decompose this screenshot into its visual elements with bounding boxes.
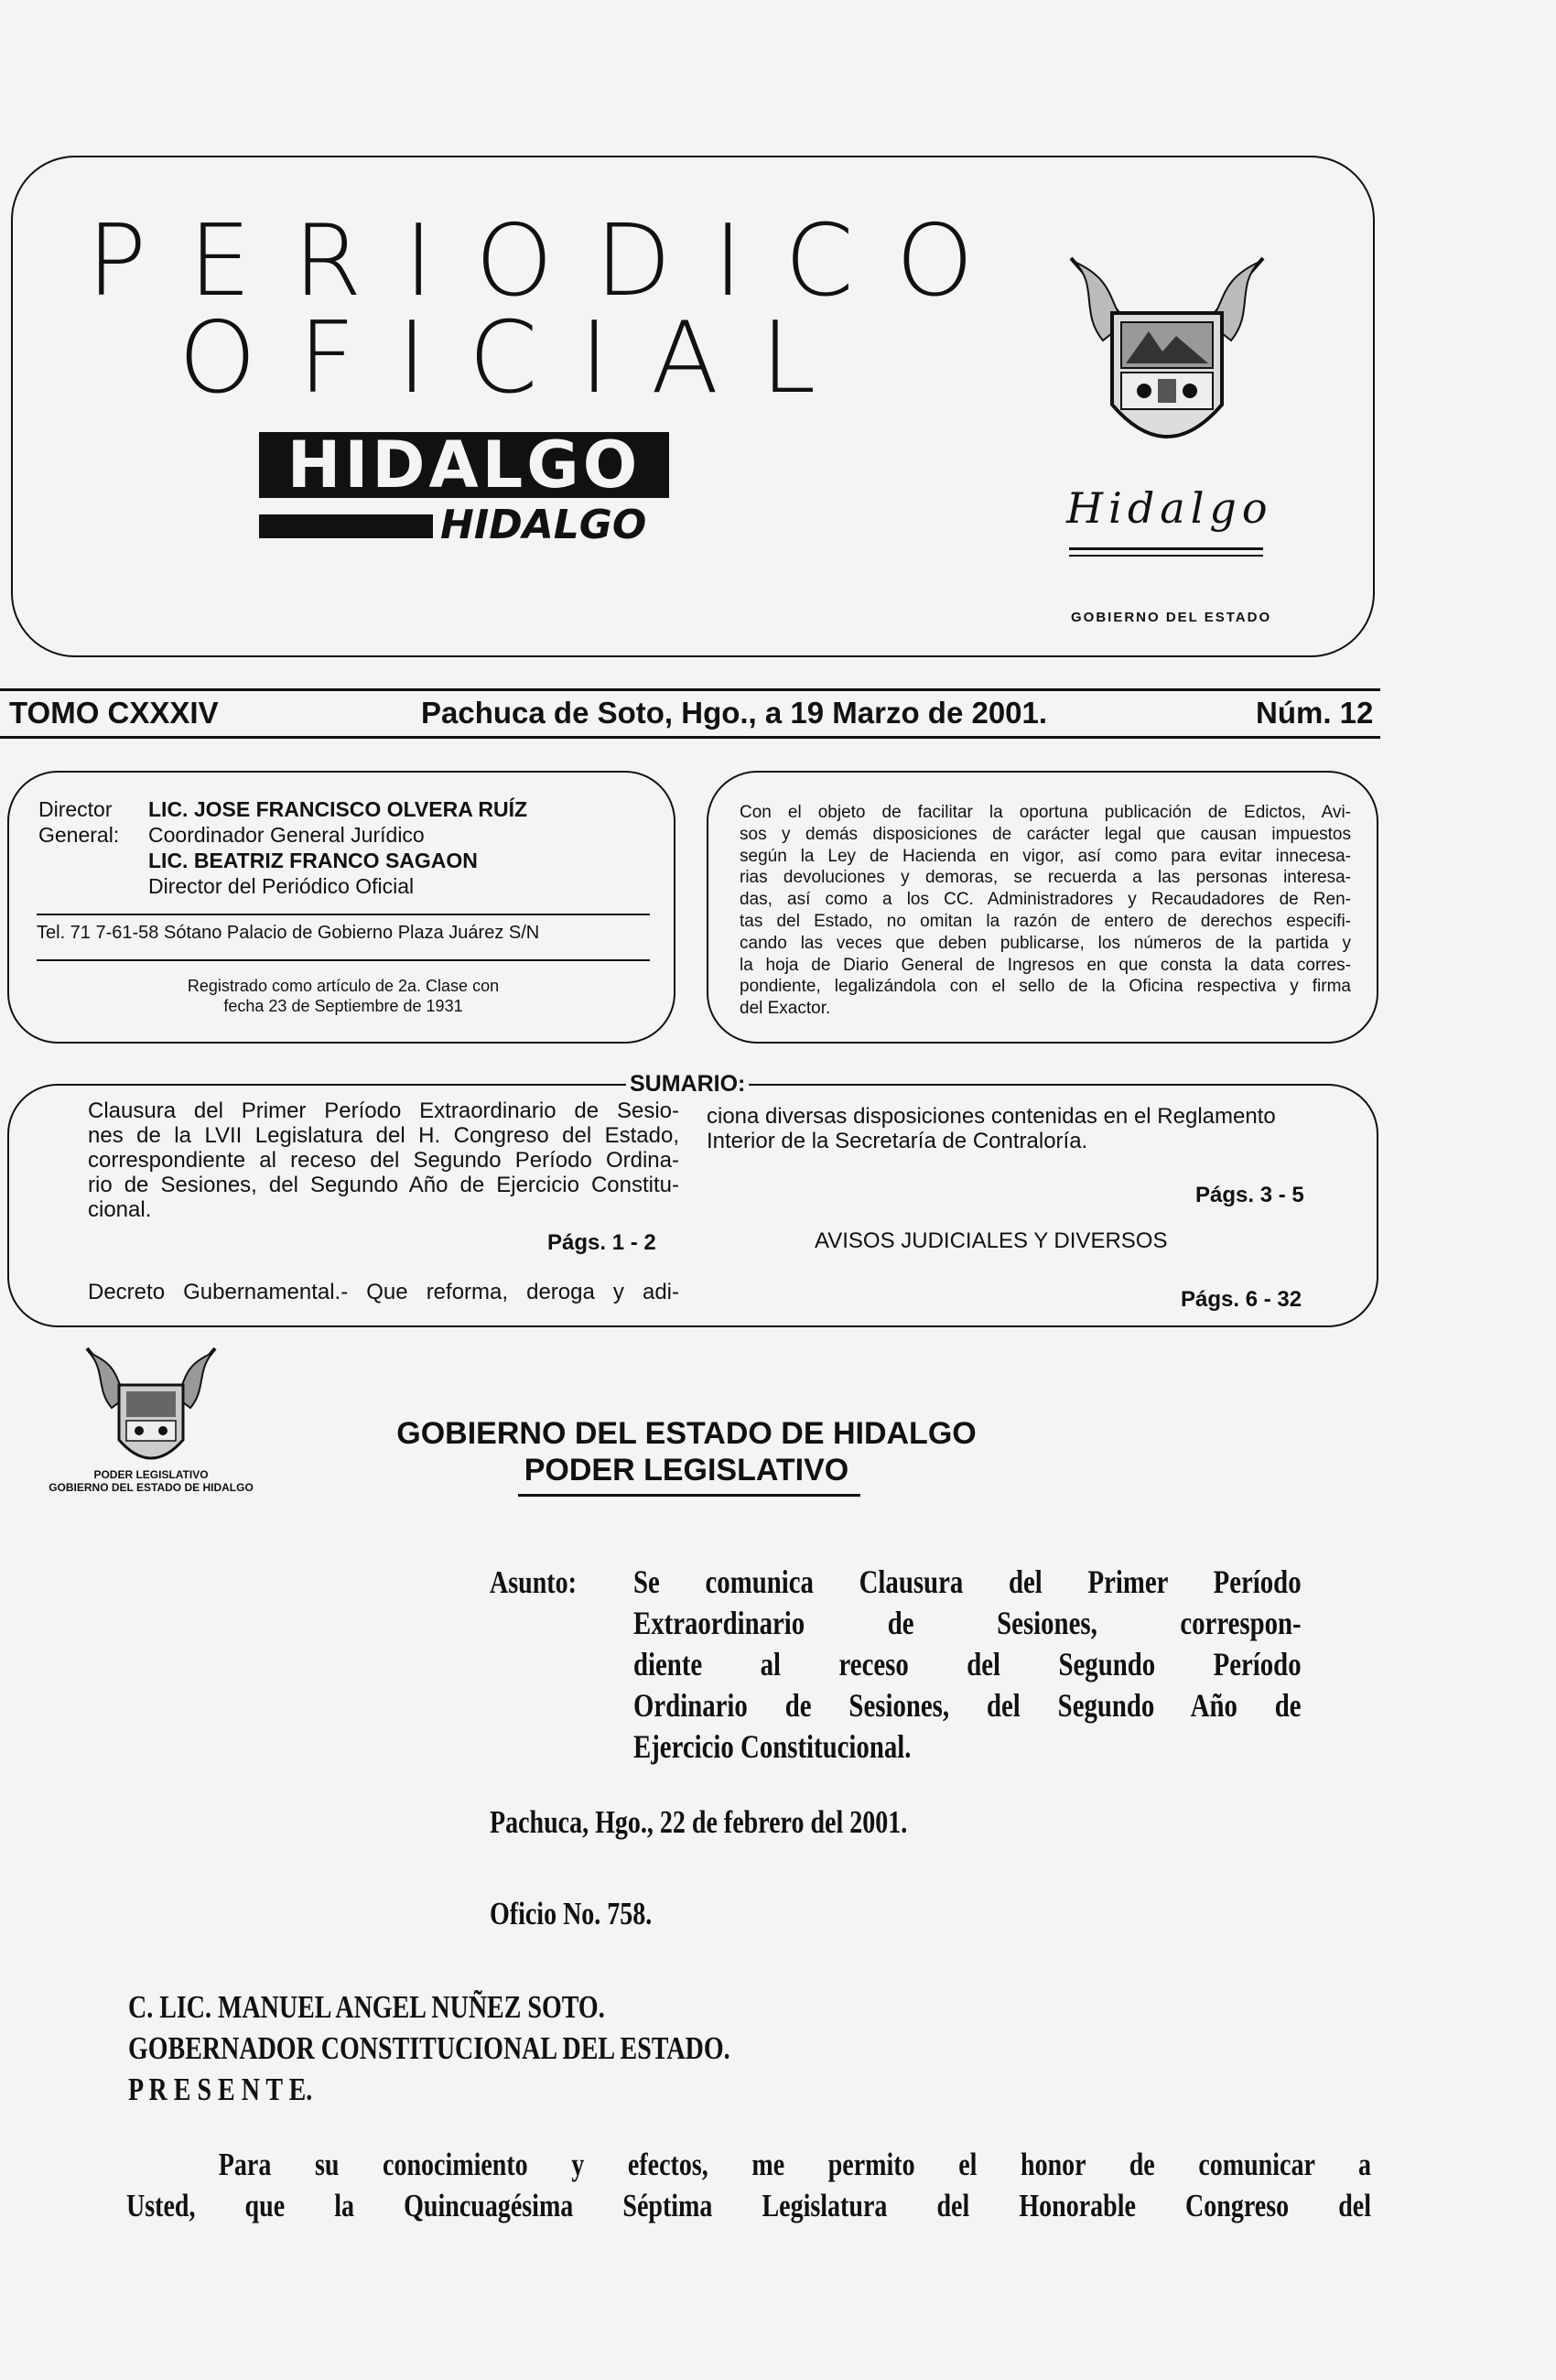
issue-number: Núm. 12	[1256, 696, 1374, 730]
asunto-line: Extraordinario de Sesiones, correspon-	[633, 1605, 1302, 1641]
gov-label-rule	[1069, 547, 1263, 550]
sumario-right-line: Interior de la Secretaría de Contraloría.	[707, 1129, 1088, 1153]
sumario-left-line: rio de Sesiones, del Segundo Año de Ejercicio Constitu-	[88, 1173, 679, 1197]
asunto-text	[633, 1562, 1302, 1768]
sumario-left-pages: Págs. 1 - 2	[547, 1230, 656, 1255]
asunto-line: Ejercicio Constitucional.	[633, 1728, 912, 1765]
hidalgo-logo-small-text: HIDALGO	[440, 502, 647, 548]
sumario-decreto-line	[88, 1280, 679, 1304]
notice-text	[740, 802, 1351, 1020]
notice-line: tas del Estado, no omitan la razón de entero de derechos especifi-	[740, 911, 1351, 931]
emblem-label-line1: PODER LEGISLATIVO	[93, 1468, 209, 1481]
letter-body	[126, 2144, 1371, 2226]
registro-line2: fecha 23 de Septiembre de 1931	[223, 997, 463, 1015]
sumario-left-line: correspondiente al receso del Segundo Período Ordina-	[88, 1148, 679, 1173]
sumario-right-pages-1: Págs. 3 - 5	[1195, 1183, 1304, 1207]
letter-heading	[366, 1415, 1007, 1488]
directory-registro	[37, 976, 650, 1016]
sumario-left-line: Clausura del Primer Período Extraordinario de Sesio-	[88, 1098, 679, 1123]
director-role2: Director del Periódico Oficial	[148, 874, 415, 898]
asunto-line: Se comunica Clausura del Primer Período	[633, 1563, 1302, 1600]
emblem-label	[37, 1468, 265, 1494]
issue-place-date: Pachuca de Soto, Hgo., a 19 Marzo de 2001.	[421, 696, 1048, 730]
coat-of-arms-icon	[1062, 249, 1272, 478]
sumario-right-column	[707, 1104, 1347, 1153]
letter-heading-line1: GOBIERNO DEL ESTADO DE HIDALGO	[396, 1416, 977, 1451]
addressee-line2: GOBERNADOR CONSTITUCIONAL DEL ESTADO.	[128, 2030, 730, 2066]
letter-oficio: Oficio No. 758.	[490, 1896, 653, 1931]
legislative-emblem-icon	[82, 1344, 220, 1472]
letter-heading-underline	[518, 1494, 860, 1497]
letter-addressee	[128, 1986, 730, 2110]
director-label-line1: Director	[38, 797, 113, 821]
notice-line: das, así como a los CC. Administradores y Recaudadores de Ren-	[740, 890, 1351, 910]
notice-line: Con el objeto de facilitar la oportuna publicación de Edictos, Avi-	[740, 803, 1351, 822]
hidalgo-logo-bar	[259, 514, 433, 538]
gov-label-rule-2	[1069, 555, 1263, 557]
notice-line: pondiente, legalizándola con el sello de la Oficina respectiva y firma	[740, 977, 1351, 997]
hidalgo-logo-big-text: HIDALGO	[259, 432, 669, 498]
directory-tel: Tel. 71 7-61-58 Sótano Palacio de Gobierno Plaza Juárez S/N	[37, 923, 540, 943]
addressee-line1: C. LIC. MANUEL ANGEL NUÑEZ SOTO.	[128, 1989, 605, 2025]
sumario-title: SUMARIO:	[626, 1071, 749, 1098]
body-line: Para su conocimiento y efectos, me permito el honor de comunicar a	[218, 2147, 1371, 2182]
director-role1: Coordinador General Jurídico	[148, 823, 425, 847]
title-periodico: PERIODICO	[87, 204, 1016, 319]
sumario-right-line: ciona diversas disposiciones contenidas en el Reglamento	[707, 1104, 1276, 1129]
gov-label: GOBIERNO DEL ESTADO	[1071, 610, 1272, 625]
asunto-line: Ordinario de Sesiones, del Segundo Año de	[633, 1687, 1302, 1724]
director-names	[148, 796, 527, 899]
notice-line: cando las veces que deben publicarse, los números de la partida y	[740, 933, 1351, 953]
title-oficial: OFICIAL	[178, 301, 859, 416]
director-label	[38, 796, 119, 848]
registro-line1: Registrado como artículo de 2a. Clase con	[187, 977, 500, 995]
notice-line: del Exactor.	[740, 999, 831, 1019]
sumario-right-pages-2: Págs. 6 - 32	[1181, 1287, 1302, 1312]
sumario-avisos: AVISOS JUDICIALES Y DIVERSOS	[815, 1228, 1168, 1253]
sumario-left-line: nes de la LVII Legislatura del H. Congreso del Estado,	[88, 1123, 679, 1148]
directory-divider-1	[37, 914, 650, 915]
notice-line: rias devoluciones y demoras, se recuerda a las personas interesa-	[740, 868, 1351, 888]
hidalgo-script: Hidalgo	[1066, 483, 1273, 533]
director-person1: LIC. JOSE FRANCISCO OLVERA RUÍZ	[148, 797, 528, 821]
director-label-line2: General:	[38, 823, 120, 847]
body-line: Usted, que la Quincuagésima Séptima Legislatura del Honorable Congreso del	[126, 2188, 1371, 2223]
asunto-label: Asunto:	[490, 1564, 577, 1600]
notice-line: según la Ley de Hacienda en vigor, así como para evitar innecesa-	[740, 846, 1351, 866]
top-rule	[0, 688, 1380, 691]
directory-divider-2	[37, 959, 650, 961]
addressee-line3: P R E S E N T E.	[128, 2072, 313, 2107]
notice-line: la hoja de Diario General de Ingresos en que consta la data corres-	[740, 955, 1351, 975]
sumario-decreto-text: Decreto Gubernamental.- Que reforma, deroga y adi-	[88, 1280, 679, 1304]
tomo-label: TOMO CXXXIV	[9, 696, 219, 730]
hidalgo-logo	[259, 427, 669, 548]
letter-heading-line2: PODER LEGISLATIVO	[524, 1453, 849, 1488]
emblem-label-line2: GOBIERNO DEL ESTADO DE HIDALGO	[49, 1481, 254, 1494]
bottom-rule	[0, 736, 1380, 739]
director-person2: LIC. BEATRIZ FRANCO SAGAON	[148, 849, 478, 872]
letter-date: Pachuca, Hgo., 22 de febrero del 2001.	[490, 1804, 908, 1840]
sumario-left-column	[88, 1098, 679, 1222]
asunto-line: diente al receso del Segundo Período	[633, 1646, 1302, 1682]
sumario-left-line: cional.	[88, 1197, 152, 1222]
notice-line: sos y demás disposiciones de carácter legal que causan impuestos	[740, 824, 1351, 844]
